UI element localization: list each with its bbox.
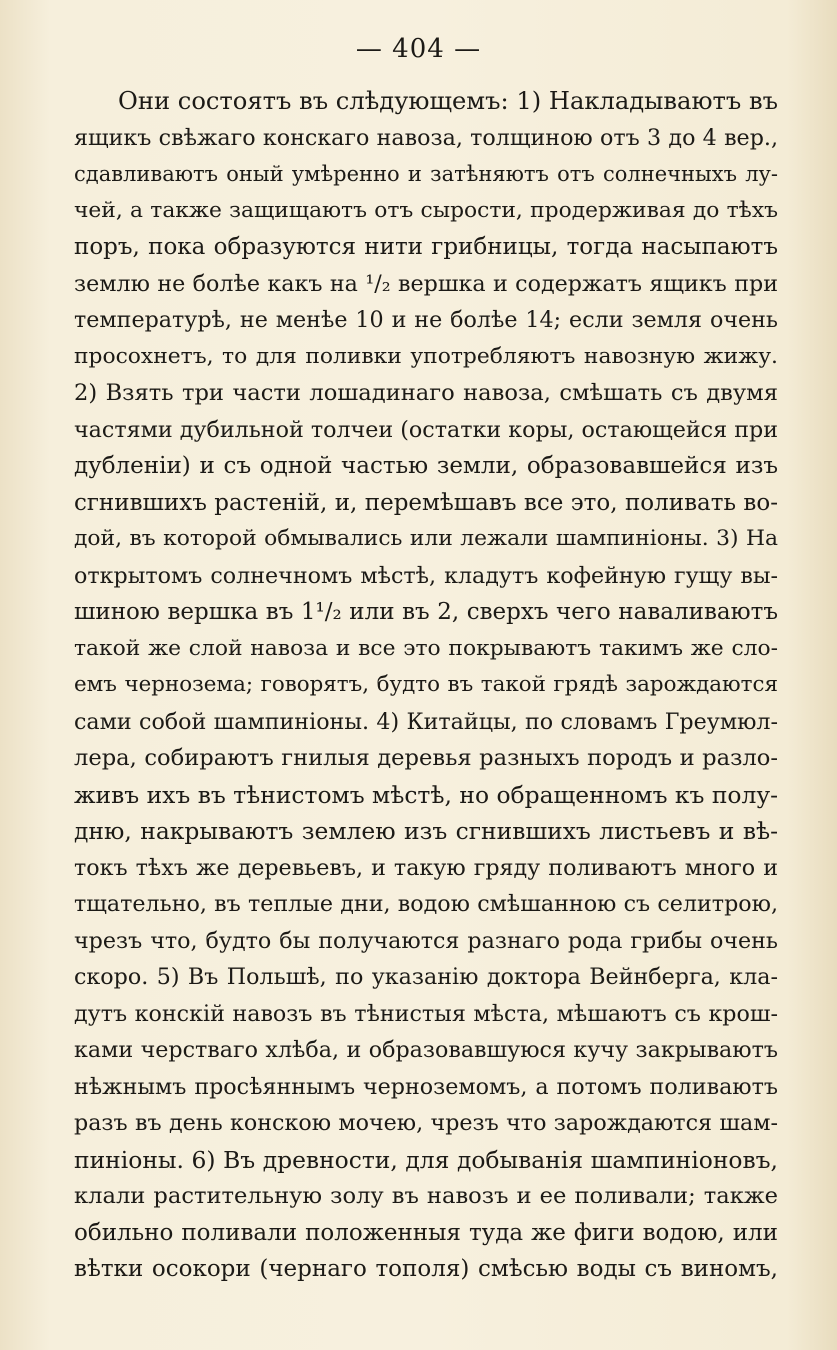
text-line: дой, въ которой обмывались или лежали шампиніоны. 3) На xyxy=(74,526,778,551)
text-line: чрезъ что, будто бы получаются разнаго рода грибы очень xyxy=(74,927,778,954)
text-line: дубленіи) и съ одной частью земли, образовавшейся изъ xyxy=(74,453,778,479)
text-line: температурѣ, не менѣе 10 и не болѣе 14; если земля очень xyxy=(74,307,778,333)
text-line: поръ, пока образуются нити грибницы, тогда насыпаютъ xyxy=(74,234,778,260)
text-line: лера, собираютъ гнилыя деревья разныхъ породъ и разло- xyxy=(74,745,778,771)
text-line: открытомъ солнечномъ мѣстѣ, кладутъ кофейную гущу вы- xyxy=(74,562,778,589)
text-line: тщательно, въ теплые дни, водою смѣшанною съ селитрою, xyxy=(74,891,778,917)
text-line: живъ ихъ въ тѣнистомъ мѣстѣ, но обращенномъ къ полу- xyxy=(74,780,779,809)
text-line: Они состоятъ въ слѣдующемъ: 1) Накладываютъ въ xyxy=(118,87,778,115)
text-line: нѣжнымъ просѣяннымъ черноземомъ, а потомъ поливаютъ xyxy=(74,1073,778,1100)
text-line: пиніоны. 6) Въ древности, для добыванія шампиніоновъ, xyxy=(74,1145,778,1174)
text-line: сами собой шампиніоны. 4) Китайцы, по словамъ Греумюл- xyxy=(74,708,778,735)
text-line: ками черстваго хлѣба, и образовавшуюся кучу закрываютъ xyxy=(74,1037,778,1063)
text-line: шиною вершка въ 1¹/₂ или въ 2, сверхъ чего наваливаютъ xyxy=(74,599,778,625)
text-line: землю не болѣе какъ на ¹/₂ вершка и содержатъ ящикъ при xyxy=(74,270,778,297)
text-line: просохнетъ, то для поливки употребляютъ навозную жижу. xyxy=(74,343,778,369)
text-line: вѣтки осокори (чернаго тополя) смѣсью воды съ виномъ, xyxy=(74,1256,778,1282)
text-line: 2) Взять три части лошадинаго навоза, смѣшать съ двумя xyxy=(74,380,778,406)
text-line: разъ въ день конскою мочею, чрезъ что зарождаются шам- xyxy=(74,1110,778,1136)
text-line: частями дубильной толчеи (остатки коры, остающейся при xyxy=(74,416,778,443)
text-line: клали растительную золу въ навозъ и ее поливали; также xyxy=(74,1183,778,1209)
text-line: скоро. 5) Въ Польшѣ, по указанію доктора Вейнберга, кла- xyxy=(74,964,778,990)
page-number: — 404 — xyxy=(355,34,482,64)
text-line: обильно поливали положенныя туда же фиги водою, или xyxy=(74,1219,778,1246)
text-line: чей, а также защищаютъ отъ сырости, продерживая до тѣхъ xyxy=(74,197,778,223)
body-text xyxy=(74,83,778,1288)
text-line: сдавливаютъ оный умѣренно и затѣняютъ отъ солнечныхъ лу- xyxy=(74,162,778,186)
text-line: ящикъ свѣжаго конскаго навоза, толщиною отъ 3 до 4 вер., xyxy=(74,124,778,151)
text-line: такой же слой навоза и все это покрываютъ такимъ же сло- xyxy=(74,635,778,661)
text-line: дню, накрываютъ землею изъ сгнившихъ листьевъ и вѣ- xyxy=(74,817,778,845)
text-line: емъ чернозема; говорятъ, будто въ такой грядѣ зарождаются xyxy=(74,672,778,697)
text-line: сгнившихъ растеній, и, перемѣшавъ все это, поливать во- xyxy=(74,489,778,516)
text-line: токъ тѣхъ же деревьевъ, и такую гряду поливаютъ много и xyxy=(74,854,778,881)
text-line: дутъ конскій навозъ въ тѣнистыя мѣста, мѣшаютъ съ крош- xyxy=(74,1000,778,1027)
